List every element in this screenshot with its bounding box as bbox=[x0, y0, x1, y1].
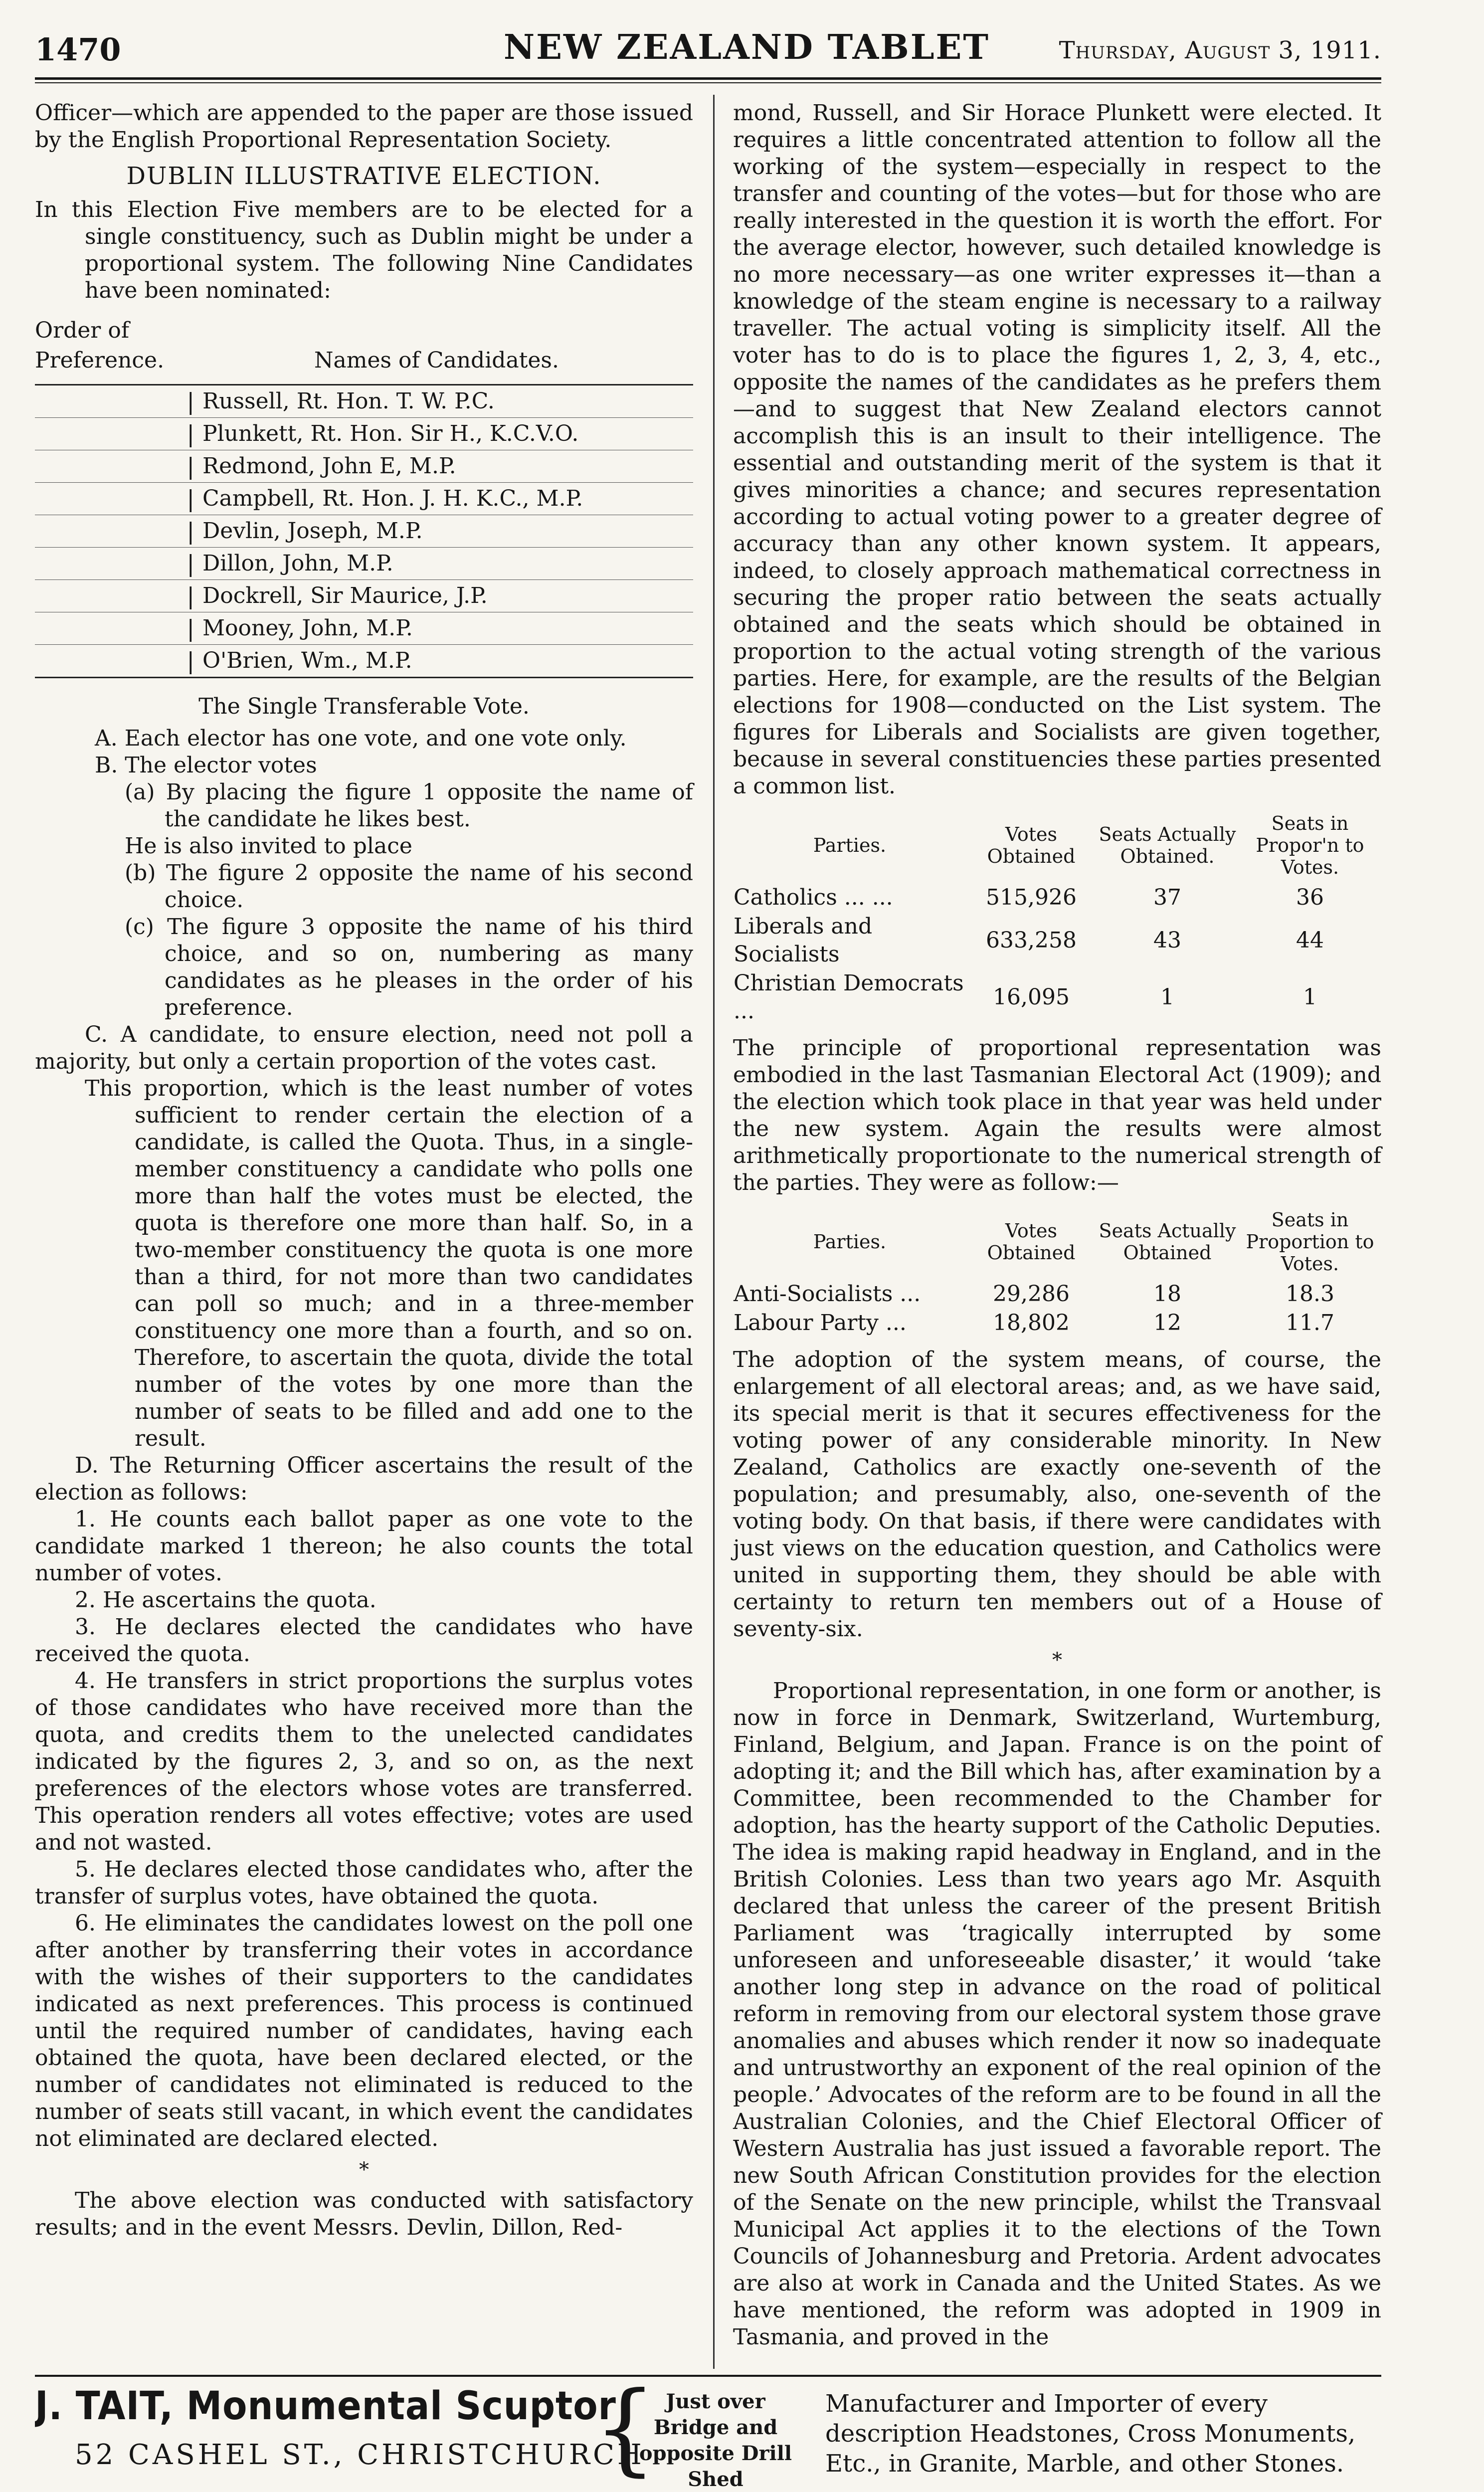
step-6: 6. He eliminates the candidates lowest on the poll one after another by transferring their votes in accordance with the wishes of their supporters to the candidates indicated as next preferences. This process is continued until the required number of candidates, having each obtained the quota, have been declared elected, or the number of candidates not eliminated is reduced to the number of seats still vacant, in which event the candidates not eliminated are declared elected. bbox=[35, 1911, 693, 2151]
rule-b-a: (a) By placing the figure 1 opposite the name of the candidate he likes best. bbox=[125, 779, 693, 832]
advertiser-description: Manufacturer and Importer of every description Headstones, Cross Monuments, Etc., in Granite, Marble, and other Stones. bbox=[825, 2390, 1356, 2478]
candidate-name: Plunkett, Rt. Hon. Sir H., K.C.V.O. bbox=[202, 421, 579, 446]
rule-b-note: He is also invited to place bbox=[125, 833, 412, 859]
issue-date: Thursday, August 3, 1911. bbox=[1059, 36, 1381, 64]
votes-cell: 18,802 bbox=[993, 1310, 1070, 1336]
votes-cell: 515,926 bbox=[986, 885, 1077, 910]
masthead-rule-thin bbox=[35, 82, 1381, 83]
table-row bbox=[733, 1280, 1381, 1309]
table-row bbox=[733, 912, 1381, 969]
candidate-table bbox=[35, 384, 693, 678]
masthead bbox=[35, 27, 1381, 77]
tasmanian-results-table bbox=[733, 1208, 1381, 1338]
seats-proportion-cell: 44 bbox=[1296, 928, 1324, 953]
right-column bbox=[733, 100, 1381, 2351]
advertiser-location-note: Just over Bridge and opposite Drill Shed bbox=[639, 2390, 792, 2491]
order-label-line1: Order of bbox=[35, 318, 130, 343]
candidate-row: | O'Brien, Wm., M.P. bbox=[186, 647, 412, 674]
candidate-name: Devlin, Joseph, M.P. bbox=[202, 518, 423, 544]
candidate-name: Dillon, John, M.P. bbox=[202, 551, 393, 576]
column-header: Votes Obtained bbox=[987, 1220, 1076, 1264]
advertisement bbox=[35, 2379, 1381, 2492]
rules-list bbox=[95, 725, 693, 1021]
candidate-name: Campbell, Rt. Hon. J. H. K.C., M.P. bbox=[202, 486, 583, 511]
seats-actual-cell: 37 bbox=[1153, 885, 1181, 910]
intro-paragraph: Officer—which are appended to the paper are those issued by the English Proportional Representation Society. bbox=[35, 100, 693, 153]
candidate-row: | Dockrell, Sir Maurice, J.P. bbox=[35, 580, 693, 612]
tasmania-paragraph: The principle of proportional representation was embodied in the last Tasmanian Electoral Act (1909); and the election which took place in that year was held under the new system. Again the results were almost arithmetically proportionate to the numerical strength of the parties. They were as follow:— bbox=[733, 1035, 1381, 1195]
section-separator: * bbox=[1052, 1649, 1062, 1672]
candidate-table-header bbox=[35, 317, 693, 377]
step-5: 5. He declares elected those candidates who, after the transfer of surplus votes, have obtained the quota. bbox=[35, 1857, 693, 1909]
names-label: Names of Candidates. bbox=[314, 348, 559, 373]
worldwide-paragraph: Proportional representation, in one form or another, is now in force in Denmark, Switzerland, Wurtemburg, Finland, Belgium, and Japan. France is on the point of adopting it; and the Bill which has, after examination by a Committee, been recommended to the Chamber for adoption, has the hearty support of the Catholic Deputies. The idea is making rapid headway in England, and in the British Colonies. Less than two years ago Mr. Asquith declared that unless the career of the present British Parliament was ‘tragically interrupted by some unforeseen and unforeseeable disaster,’ it would ‘take another long step in advance on the road of political reform in removing from our electoral system those grave anomalies and abuses which render it now so inadequate and untrustworthy an exponent of the real opinion of the people.’ Advocates of the reform are to be found in all the Australian Colonies, and the Chief Electoral Officer of Western Australia has just issued a favorable report. The new South African Constitution provides for the election of the Senate on the new principle, whilst the Transvaal Municipal Act applies it to the elections of the Town Councils of Johannesburg and Pretoria. Ardent advocates are also at work in Canada and the United States. As we have mentioned, the reform was adopted in 1909 in Tasmania, and proved in the bbox=[733, 1678, 1381, 2350]
candidate-name: Dockrell, Sir Maurice, J.P. bbox=[202, 583, 488, 608]
seats-proportion-cell: 36 bbox=[1296, 885, 1324, 910]
table-row bbox=[733, 969, 1381, 1026]
rule-b-b: (b) The figure 2 opposite the name of his second choice. bbox=[125, 860, 693, 913]
rule-b-c: (c) The figure 3 opposite the name of his third choice, and so on, numbering as many candidates as he pleases in the order of his preference. bbox=[125, 914, 693, 1020]
advertiser-name: J. TAIT, Monumental Scuptor bbox=[35, 2384, 616, 2429]
column-header: Seats Actually Obtained bbox=[1099, 1220, 1236, 1264]
rule-d: D. The Returning Officer ascertains the result of the election as follows: bbox=[35, 1453, 693, 1505]
continuation-paragraph: mond, Russell, and Sir Horace Plunkett were elected. It requires a little concentrated attention to follow all the working of the system—especially in respect to the transfer and counting of the votes—but for those who are really interested in the question it is worth the effort. For the average elector, however, such detailed knowledge is no more necessary—as one writer expresses it—than a knowledge of the steam engine is necessary to a railway traveller. The actual voting is simplicity itself. All the voter has to do is to place the figures 1, 2, 3, 4, etc., opposite the names of the candidates as he prefers them—and to suggest that New Zealand electors cannot accomplish this is an insult to their intelligence. The essential and outstanding merit of the system is that it gives minorities a chance; and secures representation according to actual voting power to a greater degree of accuracy than any other known system. It appears, indeed, to closely approach mathematical correctness in securing the proper ratio between the seats actually obtained and the seats which should be obtained in proportion to the actual voting strength of the various parties. Here, for example, are the results of the Belgian elections for 1908—conducted on the List system. The figures for Liberals and Socialists are given together, because in several constituencies these parties presented a common list. bbox=[733, 100, 1381, 799]
candidate-name: Mooney, John, M.P. bbox=[202, 615, 413, 641]
votes-cell: 633,258 bbox=[986, 928, 1077, 953]
column-divider bbox=[713, 95, 715, 2369]
closing-paragraph: The above election was conducted with satisfactory results; and in the event Messrs. Devlin, Dillon, Red- bbox=[35, 2188, 693, 2240]
step-4: 4. He transfers in strict proportions the surplus votes of those candidates who have received more than the quota, and credits them to the unelected candidates indicated by the figures 2, 3, and so on, as the next preferences of the electors whose votes are transferred. This operation renders all votes effective; votes are used and not wasted. bbox=[35, 1668, 693, 1855]
seats-proportion-cell: 18.3 bbox=[1286, 1281, 1334, 1307]
candidate-name: Russell, Rt. Hon. T. W. P.C. bbox=[202, 388, 495, 414]
candidate-row: | Campbell, Rt. Hon. J. H. K.C., M.P. bbox=[35, 483, 693, 515]
party-cell: Catholics ... ... bbox=[734, 885, 893, 910]
votes-cell: 29,286 bbox=[993, 1281, 1070, 1307]
stv-heading: The Single Transferable Vote. bbox=[198, 694, 530, 719]
party-cell: Labour Party ... bbox=[734, 1310, 907, 1336]
advertisement-rule bbox=[35, 2375, 1381, 2377]
page-number: 1470 bbox=[35, 31, 121, 68]
seats-actual-cell: 18 bbox=[1153, 1281, 1181, 1307]
step-2: 2. He ascertains the quota. bbox=[75, 1587, 376, 1613]
candidate-row: | Plunkett, Rt. Hon. Sir H., K.C.V.O. bbox=[35, 418, 693, 450]
quota-paragraph: This proportion, which is the least number of votes sufficient to render certain the election of a candidate, is called the Quota. Thus, in a single-member constituency a candidate who polls one more than half the votes must be elected, the quota is therefore one more than half. So, in a two-member constituency the quota is one more than a third, for not more than two candidates can poll so much; and in a three-member constituency one more than a fourth, and so on. Therefore, to ascertain the quota, divide the total number of the votes by one more than the number of seats to be filled and add one to the result. bbox=[85, 1076, 693, 1451]
table-row bbox=[733, 883, 1381, 912]
votes-cell: 16,095 bbox=[993, 984, 1070, 1010]
column-header: Parties. bbox=[813, 834, 887, 856]
brace-icon: { bbox=[593, 2379, 657, 2487]
minority-paragraph: The adoption of the system means, of course, the enlargement of all electoral areas; and, as we have said, its special merit is that it secures effectiveness for the voting power of any considerable minority. In New Zealand, Catholics are exactly one-seventh of the population; and presumably, also, one-seventh of the voting body. On that basis, if there were candidates with just views on the education question, and Catholics were united in supporting them, they should be able with certainty to return ten members out of a House of seventy-six. bbox=[733, 1347, 1381, 1642]
candidate-row: | Dillon, John, M.P. bbox=[35, 548, 693, 580]
party-cell: Liberals and Socialists bbox=[734, 914, 873, 967]
candidate-row: | Devlin, Joseph, M.P. bbox=[35, 515, 693, 548]
table-header-row bbox=[733, 812, 1381, 883]
seats-proportion-cell: 1 bbox=[1303, 984, 1317, 1010]
advertiser-address: 52 CASHEL ST., CHRISTCHURCH bbox=[75, 2439, 645, 2471]
newspaper-title: NEW ZEALAND TABLET bbox=[504, 27, 990, 67]
seats-actual-cell: 1 bbox=[1160, 984, 1174, 1010]
section-heading: DUBLIN ILLUSTRATIVE ELECTION. bbox=[126, 162, 602, 190]
column-header: Seats Actually Obtained. bbox=[1099, 823, 1236, 867]
left-column bbox=[35, 100, 693, 2241]
candidate-row: | Russell, Rt. Hon. T. W. P.C. bbox=[35, 385, 693, 418]
table-header-row bbox=[733, 1208, 1381, 1280]
column-header: Seats in Proportion to Votes. bbox=[1246, 1209, 1374, 1275]
election-intro: In this Election Five members are to be elected for a single constituency, such as Dublin might be under a proportional system. The following Nine Candidates have been nominated: bbox=[35, 197, 693, 303]
candidate-row: | Redmond, John E, M.P. bbox=[35, 450, 693, 483]
column-header: Votes Obtained bbox=[987, 823, 1076, 867]
rule-c: C. A candidate, to ensure election, need not poll a majority, but only a certain proportion of the votes cast. bbox=[35, 1022, 693, 1074]
rule-a: A. Each elector has one vote, and one vote only. bbox=[95, 726, 627, 751]
candidate-name: O'Brien, Wm., M.P. bbox=[202, 648, 412, 673]
column-header: Parties. bbox=[813, 1231, 887, 1253]
party-cell: Anti-Socialists ... bbox=[734, 1281, 921, 1307]
belgian-results-table bbox=[733, 812, 1381, 1026]
step-1: 1. He counts each ballot paper as one vote to the candidate marked 1 thereon; he also counts the total number of votes. bbox=[35, 1507, 693, 1586]
rule-b: B. The elector votes bbox=[95, 753, 317, 778]
candidate-name: Redmond, John E, M.P. bbox=[202, 453, 456, 479]
order-label-line2: Preference. bbox=[35, 348, 165, 373]
party-cell: Christian Democrats ... bbox=[734, 970, 964, 1024]
seats-actual-cell: 12 bbox=[1153, 1310, 1181, 1336]
step-3: 3. He declares elected the candidates who have received the quota. bbox=[35, 1614, 693, 1667]
candidate-row: | Mooney, John, M.P. bbox=[35, 612, 693, 645]
seats-proportion-cell: 11.7 bbox=[1286, 1310, 1334, 1336]
masthead-rule bbox=[35, 77, 1381, 80]
seats-actual-cell: 43 bbox=[1153, 928, 1181, 953]
column-header: Seats in Propor'n to Votes. bbox=[1256, 812, 1364, 878]
section-separator: * bbox=[359, 2158, 369, 2181]
table-row bbox=[733, 1309, 1381, 1338]
